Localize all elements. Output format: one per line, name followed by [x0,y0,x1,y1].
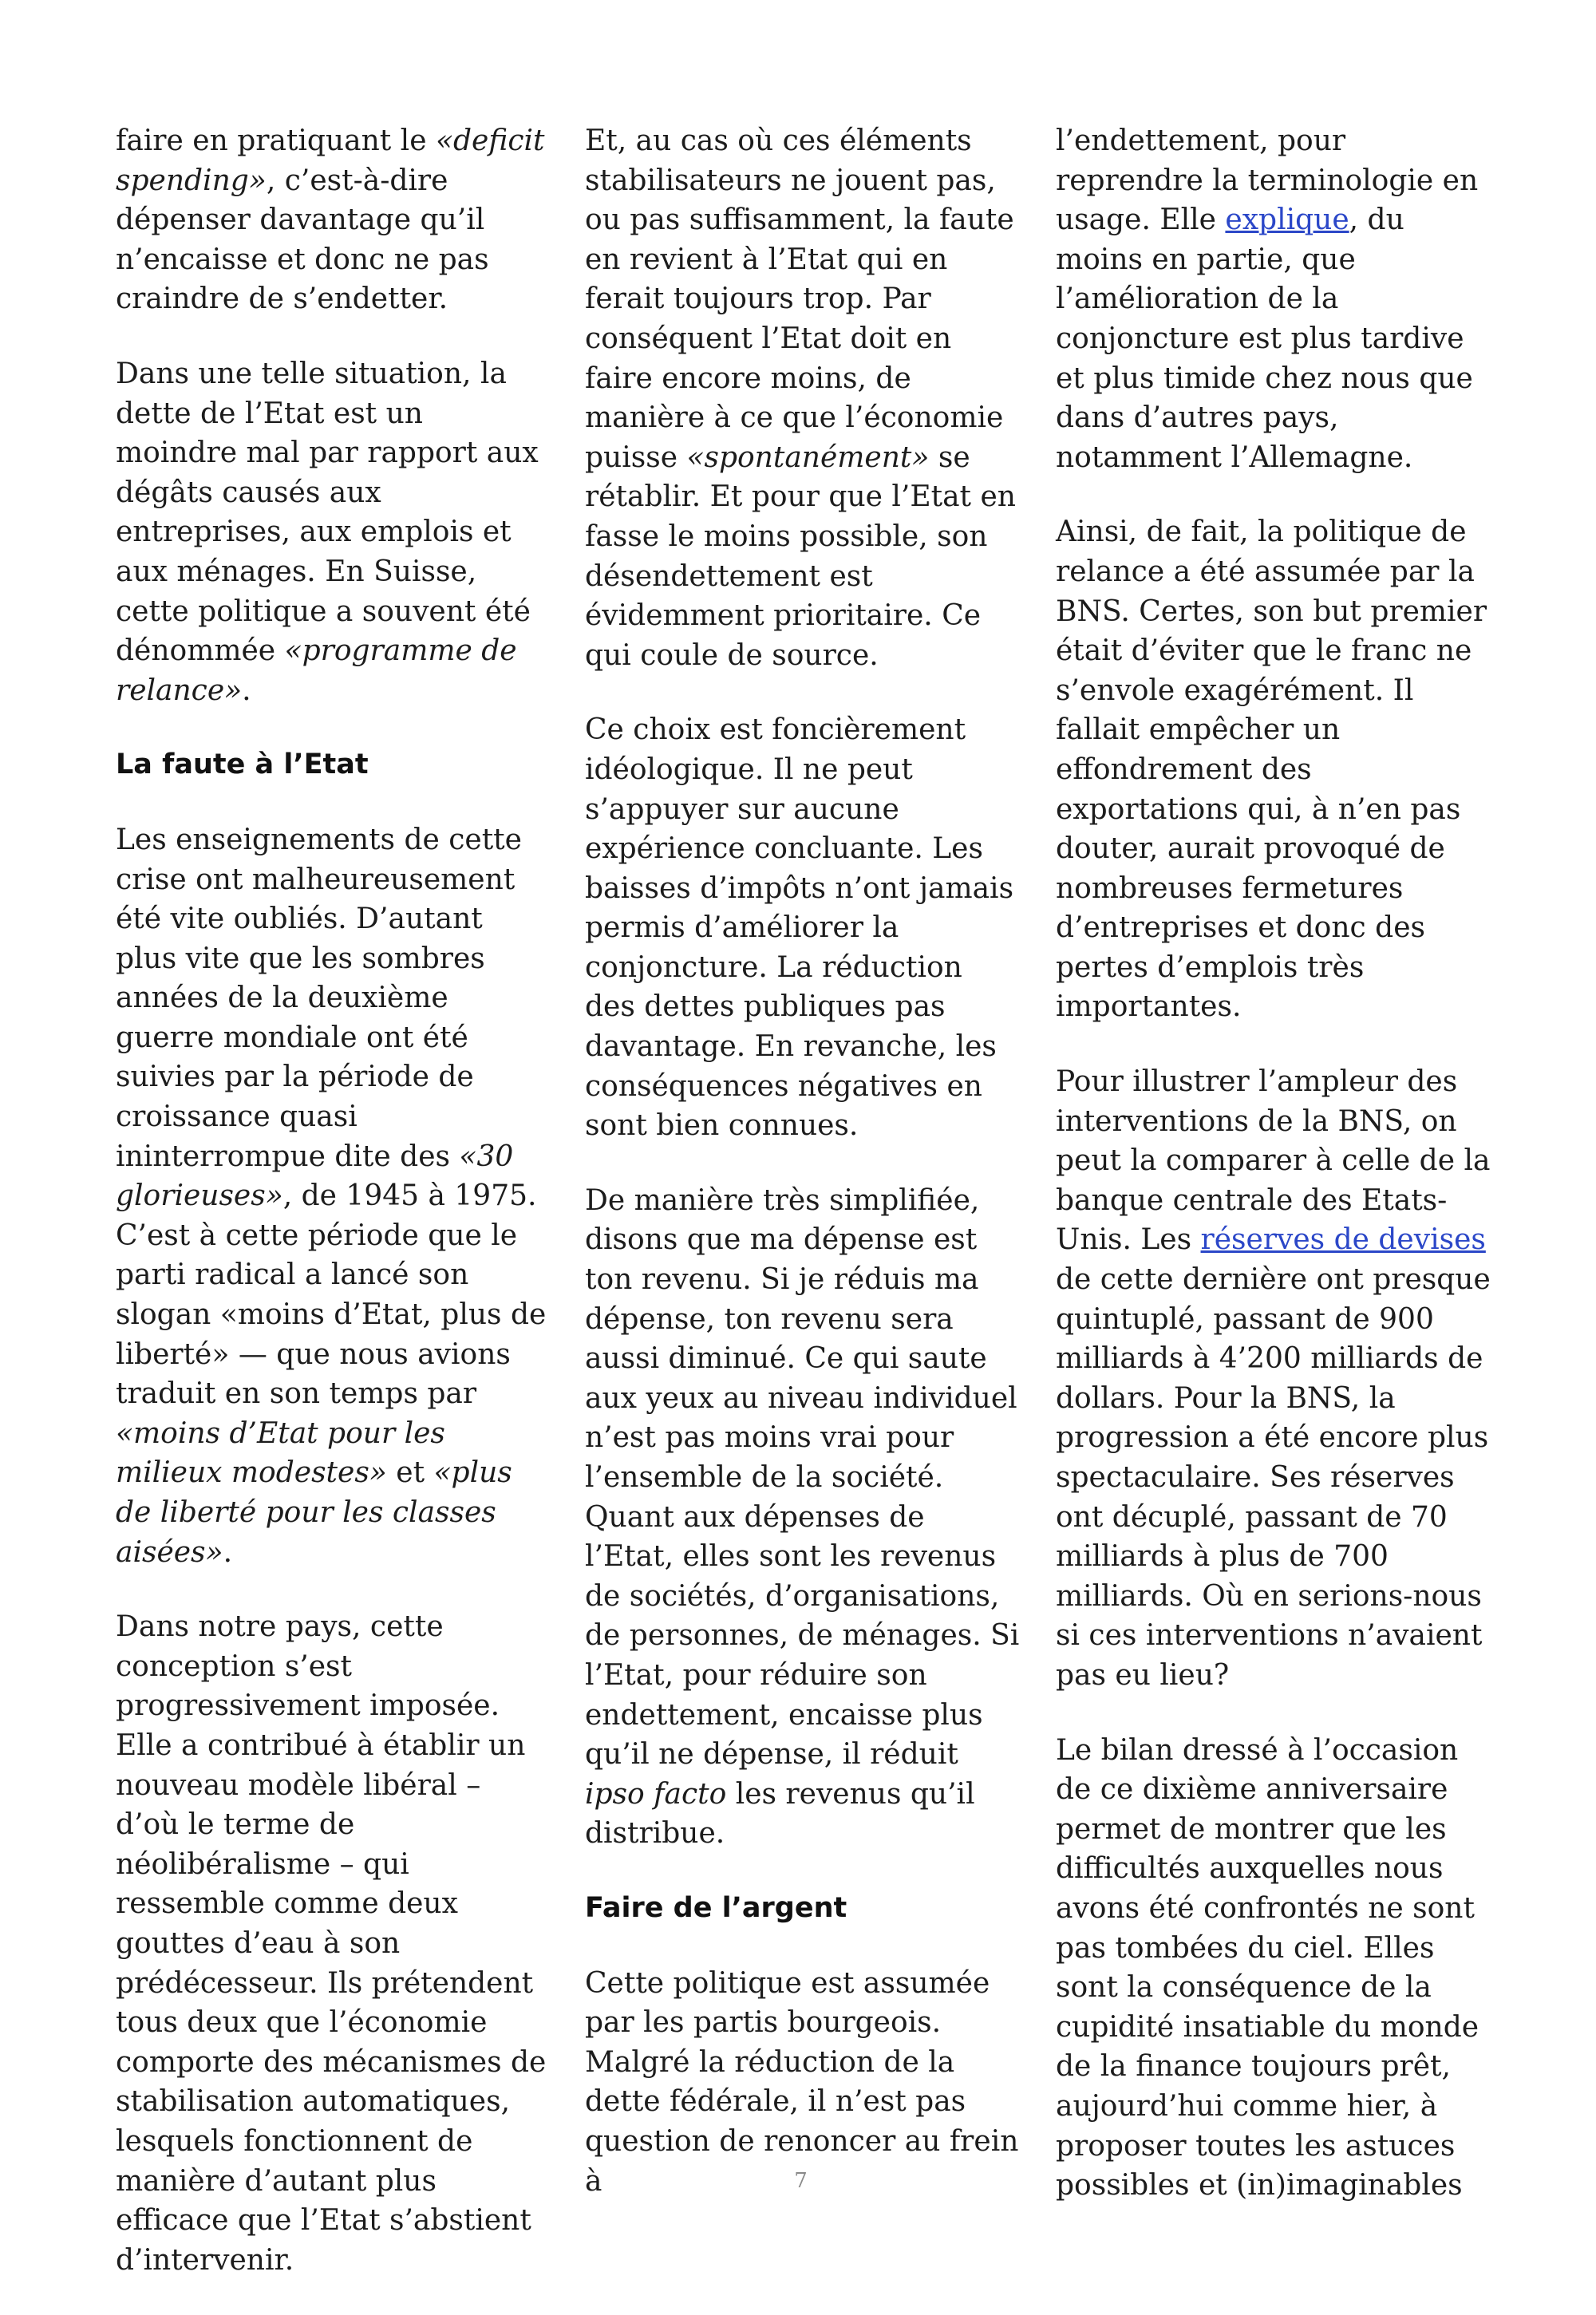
paragraph: Pour illustrer l’ampleur des interventions de la BNS, on peut la comparer à celle de la banque centrale des Etats-Unis. Les réserves de devises de cette dernière ont presque quintuplé, passant de 900 milliards à 4’200 milliards de dollars. Pour la BNS, la progression a été encore plus spectaculaire. Ses réserves ont décuplé, passant de 70 milliards à plus de 700 milliards. Où en serions-nous si ces interventions n’avaient pas eu lieu? [1056,1065,1491,1692]
section-heading: Faire de l’argent [585,1891,847,1924]
paragraph: Dans notre pays, cette conception s’est progressivement imposée. Elle a contribué à établir un nouveau modèle libéral – d’où le terme de néolibéralisme – qui ressemble comme deux gouttes d’eau à son prédécesseur. Ils prétendent tous deux que l’économie comporte des mécanismes de stabilisation automatiques, lesquels fonctionnent de manière d’autant plus efficace que l’Etat s’abstient d’intervenir. [116,1610,547,2277]
paragraph: Et, au cas où ces éléments stabilisateurs ne jouent pas, ou pas suffisamment, la faute en revient à l’Etat qui en ferait toujours trop. Par conséquent l’Etat doit en faire encore moins, de manière à ce que l’économie puisse «spontanément» se rétablir. Et pour que l’Etat en fasse le moins possible, son désendettement est évidemment prioritaire. Ce qui coule de source. [585,124,1016,672]
paragraph: Le bilan dressé à l’occasion de ce dixième anniversaire permet de montrer que les difficultés auxquelles nous avons été confrontés ne sont pas tombées du ciel. Elles sont la conséquence de la cupidité insatiable du monde de la finance toujours prêt, aujourd’hui comme hier, à proposer toutes les astuces possibles et (in)imaginables [1056,1733,1479,2202]
paragraph: De manière très simplifiée, disons que ma dépense est ton revenu. Si je réduis ma dépense, ton revenu sera aussi diminué. Ce qui saute aux yeux au niveau individuel n’est pas moins vrai pour l’ensemble de la société. Quant aux dépenses de l’Etat, elles sont les revenus de sociétés, d’organisations, de personnes, de ménages. Si l’Etat, pour réduire son endettement, encaisse plus qu’il ne dépense, il réduit ipso facto les revenus qu’il distribue. [585,1183,1020,1851]
explique-link[interactable]: explique [1225,203,1349,237]
paragraph: Les enseignements de cette crise ont malheureusement été vite oubliés. D’autant plus vite que les sombres années de la deuxième guerre mondiale ont été suivies par la période de croissance quasi ininterrompue dite des «30 glorieuses», de 1945 à 1975. C’est à cette période que le parti radical a lancé son slogan «moins d’Etat, plus de liberté» — que nous avions traduit en son temps par «moins d’Etat pour les milieux modestes» et «plus de liberté pour les classes aisées». [116,823,547,1569]
text-column-3 [1056,121,1491,2241]
paragraph: Ainsi, de fait, la politique de relance a été assumée par la BNS. Certes, son but premier était d’éviter que le franc ne s’envole exagérément. Il fallait empêcher un effondrement des exportations qui, à n’en pas douter, aurait provoqué de nombreuses fermetures d’entreprises et donc des pertes d’emplois très importantes. [1056,516,1487,1024]
page-number: 7 [794,2169,808,2193]
paragraph: l’endettement, pour reprendre la terminologie en usage. Elle explique, du moins en partie, que l’amélioration de la conjoncture est plus tardive et plus timide chez nous que dans d’autres pays, notamment l’Allemagne. [1056,124,1479,474]
reserves-de-devises-link[interactable]: réserves de devises [1200,1223,1486,1257]
paragraph: faire en pratiquant le «deficit spending», c’est-à-dire dépenser davantage qu’il n’encaisse et donc ne pas craindre de s’endetter. [116,124,545,316]
paragraph: Dans une telle situation, la dette de l’Etat est un moindre mal par rapport aux dégâts causés aux entreprises, aux emplois et aux ménages. En Suisse, cette politique a souvent été dénommée «programme de relance». [116,357,539,707]
text-column-1 [116,121,551,2315]
section-heading: La faute à l’Etat [116,749,369,781]
text-column-2 [585,121,1020,2236]
paragraph: Ce choix est foncièrement idéologique. Il ne peut s’appuyer sur aucune expérience concluante. Les baisses d’impôts n’ont jamais permis d’améliorer la conjoncture. La réduction des dettes publiques pas davantage. En revanche, les conséquences négatives en sont bien connues. [585,713,1014,1143]
paragraph: Cette politique est assumée par les partis bourgeois. Malgré la réduction de la dette fédérale, il n’est pas question de renoncer au frein à [585,1966,1019,2198]
